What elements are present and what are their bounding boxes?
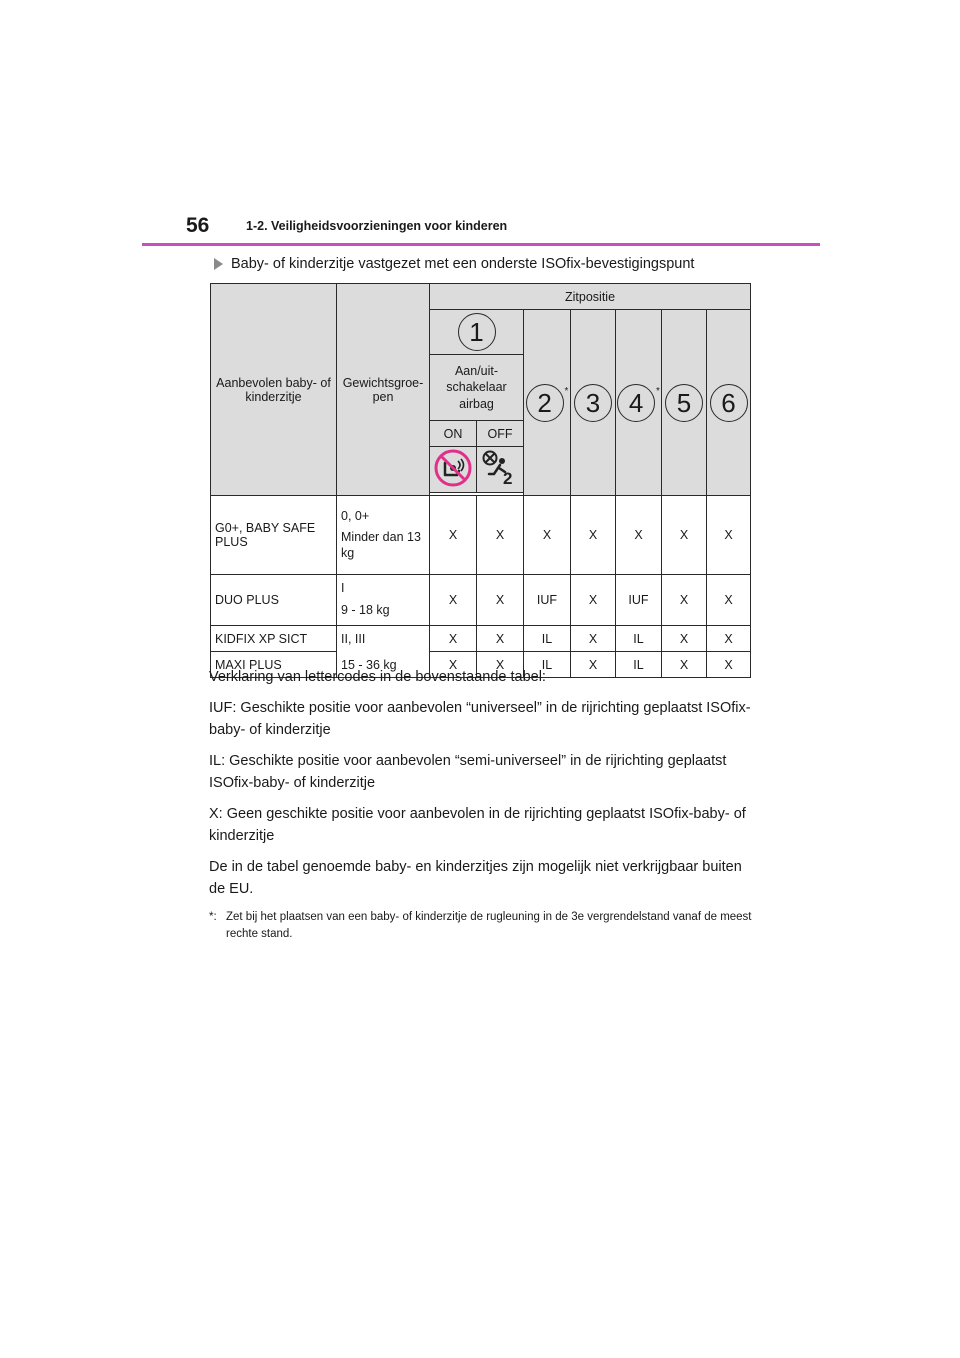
- airbag-off-cell: [477, 421, 524, 447]
- header-weight-label: Gewichtsgroe-pen: [342, 375, 424, 404]
- cell-value: X: [477, 496, 524, 575]
- position-4-footnote-mark: *: [656, 385, 660, 397]
- weight-range: 9 - 18 kg: [341, 603, 390, 617]
- header-rule: [142, 243, 820, 246]
- header-seat-column: [211, 284, 337, 496]
- position-6-icon: 6: [710, 384, 748, 422]
- position-2-cell: [524, 310, 571, 496]
- explanation-section: [209, 666, 754, 943]
- header-zitpositie: [430, 284, 751, 310]
- position-1-cell: [430, 310, 524, 355]
- footnote-mark: *:: [209, 911, 217, 923]
- cell-value: X: [571, 626, 616, 652]
- cell-value: X: [477, 626, 524, 652]
- airbag-on-cell: [430, 421, 477, 447]
- cell-value: X: [571, 496, 616, 575]
- cell-value: X: [524, 496, 571, 575]
- explanation-iuf: IUF: Geschikte positie voor aanbevolen “universeel” in de rijrichting geplaatst ISOfix-baby- of kinderzitje: [209, 700, 751, 738]
- cell-value: X: [571, 575, 616, 626]
- position-1-icon: 1: [458, 313, 496, 351]
- explanation-il: IL: Geschikte positie voor aanbevolen “semi-universeel” in de rijrichting geplaatst ISOfix-baby- of kinderzitje: [209, 753, 727, 791]
- position-2-icon: 2: [526, 384, 564, 422]
- cell-value: X: [430, 496, 477, 575]
- airbag-off-label: OFF: [487, 426, 513, 441]
- section-heading-text: Baby- of kinderzitje vastgezet met een onderste ISOfix-bevestigingspunt: [231, 256, 695, 272]
- cell-value: X: [707, 652, 751, 678]
- position-4-cell: [616, 310, 662, 496]
- passenger-airbag-off-icon: [480, 448, 520, 488]
- airbag-switch-cell: [430, 355, 524, 421]
- cell-value: IL: [616, 626, 662, 652]
- cell-value: IL: [524, 626, 571, 652]
- header-seat-label: Aanbevolen baby- of kinderzitje: [216, 375, 331, 404]
- weight-group: [337, 496, 430, 575]
- seat-name: KIDFIX XP SICT: [211, 626, 337, 652]
- weight-range: Minder dan 13 kg: [341, 530, 421, 560]
- footnote-text: Zet bij het plaatsen van een baby- of kinderzitje de rugleuning in de 3e vergrendelstand vanaf de meest rechte stand.: [226, 911, 752, 940]
- weight-range: 15 - 36 kg: [341, 657, 397, 672]
- cell-value: X: [707, 496, 751, 575]
- header-weight-column: [337, 284, 430, 496]
- table-row: [211, 626, 751, 652]
- table-row: [211, 496, 751, 575]
- section-title: 1-2. Veiligheidsvoorzieningen voor kinderen: [246, 219, 508, 233]
- seat-name: DUO PLUS: [211, 575, 337, 626]
- page-number: 56: [186, 214, 210, 237]
- position-3-cell: [571, 310, 616, 496]
- cell-value: X: [616, 496, 662, 575]
- cell-value: X: [477, 575, 524, 626]
- position-5-cell: [662, 310, 707, 496]
- no-rear-facing-child-seat-icon: [433, 448, 473, 488]
- cell-value: IUF: [616, 575, 662, 626]
- position-2-footnote-mark: *: [564, 385, 569, 397]
- cell-value: X: [477, 652, 524, 678]
- seat-name: MAXI PLUS: [211, 652, 337, 678]
- cell-value: X: [707, 575, 751, 626]
- cell-value: IL: [616, 652, 662, 678]
- table-row: [211, 575, 751, 626]
- cell-value: X: [430, 626, 477, 652]
- seat-name: G0+, BABY SAFE PLUS: [211, 496, 337, 575]
- airbag-on-label: ON: [443, 426, 463, 441]
- airbag-icon-number: 2: [503, 469, 513, 488]
- cell-value: X: [571, 652, 616, 678]
- cell-value: X: [662, 496, 707, 575]
- cell-value: X: [662, 575, 707, 626]
- cell-value: X: [662, 626, 707, 652]
- airbag-switch-label: Aan/uit-schakelaar airbag: [446, 364, 507, 411]
- position-6-cell: [707, 310, 751, 496]
- explanation-x: X: Geen geschikte positie voor aanbevolen in de rijrichting geplaatst ISOfix-baby- of kinderzitje: [209, 806, 746, 844]
- cell-value: IUF: [524, 575, 571, 626]
- explanation-intro: Verklaring van lettercodes in de bovenstaande tabel:: [209, 669, 546, 685]
- no-rear-facing-seat-cell: [430, 447, 477, 493]
- section-heading: [214, 256, 694, 272]
- weight-group-label: 0, 0+: [341, 508, 370, 523]
- cell-value: X: [430, 575, 477, 626]
- weight-group: [337, 575, 430, 626]
- triangle-bullet-icon: [214, 258, 223, 270]
- explanation-eu-note: De in de tabel genoemde baby- en kinderzitjes zijn mogelijk niet verkrijgbaar buiten de EU.: [209, 859, 742, 897]
- position-4-icon: 4: [617, 384, 655, 422]
- cell-value: X: [430, 652, 477, 678]
- weight-group-label: II, III: [341, 632, 366, 646]
- weight-group-label: I: [341, 581, 345, 596]
- cell-value: IL: [524, 652, 571, 678]
- position-3-icon: 3: [574, 384, 612, 422]
- footnote: [209, 909, 754, 943]
- cell-value: X: [662, 652, 707, 678]
- header-zitpositie-label: Zitpositie: [565, 289, 616, 304]
- airbag-off-passenger-cell: [477, 447, 524, 493]
- cell-value: X: [707, 626, 751, 652]
- position-5-icon: 5: [665, 384, 703, 422]
- isofix-seat-table: [210, 283, 751, 678]
